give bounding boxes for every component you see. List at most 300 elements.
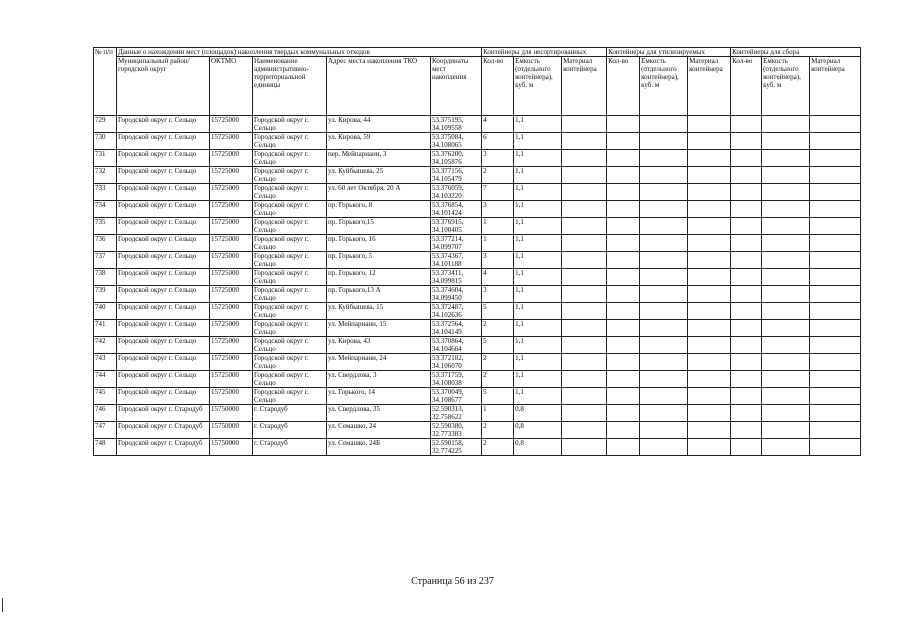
cell-address: ул. Кирова, 44 — [327, 116, 431, 133]
cell-num: 739 — [94, 286, 117, 303]
cell-district: Городской округ г. Сельцо — [117, 303, 210, 320]
cell-empty — [640, 218, 688, 235]
cell-address: ул. 60 лет Октября, 20 А — [327, 184, 431, 201]
cell-unit: Городской округ г. Сельцо — [253, 371, 327, 388]
cell-oktmo: 15725000 — [210, 286, 253, 303]
cell-empty — [640, 201, 688, 218]
cell-num: 741 — [94, 320, 117, 337]
cell-coords: 53.376059, 34.103220 — [431, 184, 482, 201]
cell-empty — [762, 116, 810, 133]
cell-empty — [688, 354, 731, 371]
cell-empty — [562, 150, 607, 167]
cell-district: Городской округ г. Сельцо — [117, 167, 210, 184]
cell-district: Городской округ г. Сельцо — [117, 388, 210, 405]
table-row — [94, 167, 861, 184]
cell-oktmo: 15725000 — [210, 201, 253, 218]
cell-empty — [562, 439, 607, 456]
cell-empty — [688, 150, 731, 167]
cell-empty — [762, 286, 810, 303]
cell-empty — [731, 269, 762, 286]
cell-empty — [607, 371, 640, 388]
cell-address: пер. Мейпариани, 3 — [327, 150, 431, 167]
cell-oktmo: 15725000 — [210, 320, 253, 337]
cell-num: 730 — [94, 133, 117, 150]
cell-num: 743 — [94, 354, 117, 371]
page-number: Страница 56 из 237 — [411, 576, 494, 587]
cell-num: 747 — [94, 422, 117, 439]
cell-capacity: 1,1 — [514, 235, 562, 252]
cell-empty — [762, 150, 810, 167]
cell-empty — [810, 201, 861, 218]
cell-empty — [762, 201, 810, 218]
cell-qty: 1 — [482, 405, 514, 422]
cell-coords: 53.377156, 34.105479 — [431, 167, 482, 184]
header-group-recycle: Контейнеры для утилизируемых — [607, 48, 731, 57]
header-coords: Координаты мест накопления — [431, 57, 482, 116]
table-row — [94, 133, 861, 150]
cell-empty — [810, 286, 861, 303]
cell-empty — [762, 218, 810, 235]
cell-address: ул. Мейпариани, 15 — [327, 320, 431, 337]
cell-capacity: 1,1 — [514, 303, 562, 320]
cell-empty — [607, 218, 640, 235]
cell-empty — [688, 286, 731, 303]
cell-num: 737 — [94, 252, 117, 269]
table-row — [94, 354, 861, 371]
cell-address: ул. Семашко, 24Б — [327, 439, 431, 456]
cell-coords: 53.371759, 34.108038 — [431, 371, 482, 388]
cell-empty — [810, 371, 861, 388]
cell-empty — [731, 422, 762, 439]
cell-capacity: 1,1 — [514, 167, 562, 184]
cell-empty — [640, 252, 688, 269]
cell-empty — [731, 201, 762, 218]
cell-capacity: 0,8 — [514, 405, 562, 422]
cell-unit: Городской округ г. Сельцо — [253, 337, 327, 354]
cell-empty — [562, 201, 607, 218]
cell-empty — [607, 286, 640, 303]
table-row — [94, 405, 861, 422]
cell-empty — [810, 269, 861, 286]
cell-empty — [762, 252, 810, 269]
cell-empty — [562, 235, 607, 252]
cell-oktmo: 15725000 — [210, 354, 253, 371]
cell-empty — [640, 116, 688, 133]
cell-district: Городской округ г. Сельцо — [117, 269, 210, 286]
cell-num: 744 — [94, 371, 117, 388]
cell-coords: 53.373411, 34.099815 — [431, 269, 482, 286]
cell-district: Городской округ г. Сельцо — [117, 337, 210, 354]
table-row — [94, 320, 861, 337]
cell-empty — [562, 252, 607, 269]
scan-edge-mark — [2, 598, 3, 612]
cell-empty — [688, 439, 731, 456]
table-row — [94, 337, 861, 354]
cell-num: 732 — [94, 167, 117, 184]
cell-empty — [688, 405, 731, 422]
cell-empty — [562, 218, 607, 235]
cell-empty — [810, 150, 861, 167]
cell-empty — [810, 337, 861, 354]
cell-empty — [762, 133, 810, 150]
cell-empty — [731, 167, 762, 184]
cell-qty: 3 — [482, 201, 514, 218]
cell-empty — [607, 354, 640, 371]
cell-oktmo: 15725000 — [210, 269, 253, 286]
cell-empty — [640, 371, 688, 388]
cell-empty — [688, 371, 731, 388]
cell-empty — [810, 422, 861, 439]
table-row — [94, 252, 861, 269]
cell-empty — [810, 405, 861, 422]
cell-capacity: 0,8 — [514, 439, 562, 456]
cell-empty — [688, 303, 731, 320]
cell-empty — [688, 388, 731, 405]
cell-capacity: 1,1 — [514, 218, 562, 235]
cell-empty — [762, 354, 810, 371]
cell-empty — [607, 201, 640, 218]
cell-empty — [688, 235, 731, 252]
cell-coords: 53.376200, 34.105876 — [431, 150, 482, 167]
cell-unit: Городской округ г. Сельцо — [253, 286, 327, 303]
cell-empty — [640, 150, 688, 167]
cell-empty — [640, 354, 688, 371]
cell-num: 733 — [94, 184, 117, 201]
cell-address: ул. Свердлова, 35 — [327, 405, 431, 422]
cell-oktmo: 15725000 — [210, 218, 253, 235]
header-capacity-collect: Емкость (отдельного контейнера), куб. м — [762, 57, 810, 116]
cell-empty — [562, 184, 607, 201]
cell-district: Городской округ г. Сельцо — [117, 371, 210, 388]
cell-num: 748 — [94, 439, 117, 456]
cell-num: 736 — [94, 235, 117, 252]
cell-coords: 53.374367, 34.101188 — [431, 252, 482, 269]
cell-unit: Городской округ г. Сельцо — [253, 133, 327, 150]
cell-qty: 2 — [482, 439, 514, 456]
cell-empty — [640, 235, 688, 252]
cell-empty — [810, 133, 861, 150]
cell-coords: 53.370864, 34.104664 — [431, 337, 482, 354]
cell-oktmo: 15725000 — [210, 133, 253, 150]
cell-oktmo: 15725000 — [210, 337, 253, 354]
cell-qty: 3 — [482, 150, 514, 167]
cell-empty — [640, 439, 688, 456]
cell-district: Городской округ г. Стародуб — [117, 405, 210, 422]
cell-empty — [731, 150, 762, 167]
cell-coords: 53.370049, 34.108677 — [431, 388, 482, 405]
cell-coords: 52.590158, 32.774225 — [431, 439, 482, 456]
table-row — [94, 422, 861, 439]
cell-capacity: 1,1 — [514, 116, 562, 133]
cell-empty — [688, 184, 731, 201]
table-row — [94, 371, 861, 388]
cell-empty — [688, 133, 731, 150]
cell-coords: 53.372182, 34.106070 — [431, 354, 482, 371]
header-num: № п/п — [94, 48, 117, 116]
header-row-groups — [94, 48, 861, 57]
cell-empty — [731, 320, 762, 337]
cell-district: Городской округ г. Стародуб — [117, 422, 210, 439]
cell-unit: Городской округ г. Сельцо — [253, 235, 327, 252]
cell-empty — [731, 218, 762, 235]
cell-coords: 53.372564, 34.104149 — [431, 320, 482, 337]
cell-empty — [562, 320, 607, 337]
cell-empty — [640, 388, 688, 405]
cell-district: Городской округ г. Сельцо — [117, 286, 210, 303]
cell-empty — [607, 133, 640, 150]
cell-empty — [562, 116, 607, 133]
cell-address: ул. Мейпариани, 24 — [327, 354, 431, 371]
header-oktmo: ОКТМО — [210, 57, 253, 116]
cell-empty — [562, 388, 607, 405]
cell-empty — [607, 439, 640, 456]
cell-capacity: 1,1 — [514, 337, 562, 354]
table-row — [94, 303, 861, 320]
cell-empty — [731, 354, 762, 371]
cell-oktmo: 15725000 — [210, 388, 253, 405]
cell-capacity: 1,1 — [514, 133, 562, 150]
cell-empty — [762, 422, 810, 439]
cell-oktmo: 15725000 — [210, 150, 253, 167]
cell-unit: Городской округ г. Сельцо — [253, 269, 327, 286]
cell-unit: Городской округ г. Сельцо — [253, 201, 327, 218]
header-unit: Наименование административно-территориальной единицы — [253, 57, 327, 116]
cell-qty: 1 — [482, 218, 514, 235]
cell-district: Городской округ г. Сельцо — [117, 133, 210, 150]
cell-empty — [762, 337, 810, 354]
cell-address: пр. Горького, 8 — [327, 201, 431, 218]
cell-address: ул. Семашко, 24 — [327, 422, 431, 439]
cell-address: ул. Куйбышева, 25 — [327, 167, 431, 184]
cell-qty: 2 — [482, 320, 514, 337]
cell-empty — [562, 269, 607, 286]
header-group-unsorted: Контейнеры для несортированных — [482, 48, 607, 57]
cell-num: 746 — [94, 405, 117, 422]
cell-empty — [562, 303, 607, 320]
cell-qty: 3 — [482, 286, 514, 303]
cell-empty — [640, 133, 688, 150]
cell-empty — [607, 388, 640, 405]
cell-qty: 5 — [482, 303, 514, 320]
cell-district: Городской округ г. Сельцо — [117, 218, 210, 235]
cell-empty — [731, 286, 762, 303]
cell-district: Городской округ г. Сельцо — [117, 235, 210, 252]
cell-empty — [688, 201, 731, 218]
cell-qty: 5 — [482, 388, 514, 405]
cell-empty — [810, 354, 861, 371]
cell-coords: 53.375195, 34.109558 — [431, 116, 482, 133]
cell-unit: Городской округ г. Сельцо — [253, 354, 327, 371]
cell-unit: Городской округ г. Сельцо — [253, 252, 327, 269]
cell-empty — [810, 252, 861, 269]
cell-empty — [640, 422, 688, 439]
table-row — [94, 388, 861, 405]
cell-empty — [731, 184, 762, 201]
cell-empty — [762, 388, 810, 405]
cell-empty — [810, 388, 861, 405]
cell-qty: 4 — [482, 116, 514, 133]
cell-empty — [731, 439, 762, 456]
cell-unit: Городской округ г. Сельцо — [253, 388, 327, 405]
cell-empty — [810, 218, 861, 235]
header-qty-unsorted: Кол-во — [482, 57, 514, 116]
cell-empty — [688, 116, 731, 133]
cell-address: пр. Горького,13 А — [327, 286, 431, 303]
header-capacity-recycle: Емкость (отдельного контейнера), куб. м — [640, 57, 688, 116]
cell-district: Городской округ г. Сельцо — [117, 150, 210, 167]
cell-address: пр. Горького, 12 — [327, 269, 431, 286]
cell-empty — [731, 116, 762, 133]
cell-empty — [562, 337, 607, 354]
cell-empty — [688, 269, 731, 286]
cell-empty — [810, 167, 861, 184]
cell-unit: Городской округ г. Сельцо — [253, 320, 327, 337]
header-qty-recycle: Кол-во — [607, 57, 640, 116]
cell-num: 729 — [94, 116, 117, 133]
cell-empty — [810, 116, 861, 133]
cell-empty — [731, 235, 762, 252]
cell-empty — [640, 320, 688, 337]
cell-address: ул. Кирова, 59 — [327, 133, 431, 150]
cell-empty — [562, 371, 607, 388]
cell-address: пр. Горького,15 — [327, 218, 431, 235]
table-row — [94, 150, 861, 167]
cell-district: Городской округ г. Стародуб — [117, 439, 210, 456]
cell-qty: 4 — [482, 269, 514, 286]
cell-capacity: 1,1 — [514, 286, 562, 303]
cell-unit: Городской округ г. Сельцо — [253, 218, 327, 235]
cell-empty — [762, 167, 810, 184]
cell-coords: 53.374604, 34.099450 — [431, 286, 482, 303]
cell-num: 734 — [94, 201, 117, 218]
header-material-recycle: Материал контейнера — [688, 57, 731, 116]
cell-empty — [562, 422, 607, 439]
cell-oktmo: 15725000 — [210, 184, 253, 201]
table-row — [94, 116, 861, 133]
cell-capacity: 1,1 — [514, 320, 562, 337]
cell-unit: г. Стародуб — [253, 439, 327, 456]
cell-empty — [640, 303, 688, 320]
header-material-collect: Материал контейнера — [810, 57, 861, 116]
cell-capacity: 1,1 — [514, 269, 562, 286]
cell-empty — [640, 269, 688, 286]
cell-empty — [562, 286, 607, 303]
cell-qty: 6 — [482, 133, 514, 150]
cell-empty — [688, 252, 731, 269]
cell-district: Городской округ г. Сельцо — [117, 116, 210, 133]
cell-qty: 7 — [482, 184, 514, 201]
cell-empty — [731, 252, 762, 269]
cell-empty — [731, 133, 762, 150]
cell-empty — [607, 320, 640, 337]
cell-coords: 53.372487, 34.102636 — [431, 303, 482, 320]
header-address: Адрес места накопления ТКО — [327, 57, 431, 116]
table-row — [94, 201, 861, 218]
cell-empty — [607, 235, 640, 252]
cell-oktmo: 15750000 — [210, 439, 253, 456]
cell-empty — [607, 116, 640, 133]
cell-empty — [640, 286, 688, 303]
cell-empty — [762, 320, 810, 337]
cell-empty — [562, 133, 607, 150]
cell-qty: 2 — [482, 422, 514, 439]
cell-qty: 2 — [482, 354, 514, 371]
cell-unit: Городской округ г. Сельцо — [253, 116, 327, 133]
cell-address: ул. Куйбышева, 15 — [327, 303, 431, 320]
cell-empty — [562, 405, 607, 422]
cell-empty — [607, 422, 640, 439]
cell-empty — [607, 167, 640, 184]
cell-district: Городской округ г. Сельцо — [117, 201, 210, 218]
table-row — [94, 286, 861, 303]
cell-empty — [562, 167, 607, 184]
cell-qty: 5 — [482, 337, 514, 354]
cell-empty — [688, 167, 731, 184]
cell-capacity: 1,1 — [514, 371, 562, 388]
cell-empty — [762, 405, 810, 422]
cell-coords: 53.376915, 34.100405 — [431, 218, 482, 235]
cell-capacity: 1,1 — [514, 184, 562, 201]
cell-capacity: 1,1 — [514, 252, 562, 269]
cell-empty — [688, 422, 731, 439]
cell-empty — [640, 337, 688, 354]
cell-empty — [607, 337, 640, 354]
cell-empty — [607, 150, 640, 167]
cell-qty: 2 — [482, 371, 514, 388]
cell-empty — [810, 235, 861, 252]
cell-empty — [688, 320, 731, 337]
cell-oktmo: 15725000 — [210, 371, 253, 388]
cell-empty — [607, 405, 640, 422]
cell-empty — [731, 371, 762, 388]
header-group-collect: Контейнеры для сбора — [731, 48, 861, 57]
cell-empty — [607, 184, 640, 201]
cell-oktmo: 15750000 — [210, 422, 253, 439]
cell-coords: 52.590380, 32.773383 — [431, 422, 482, 439]
cell-coords: 53.375084, 34.108065 — [431, 133, 482, 150]
cell-empty — [762, 371, 810, 388]
cell-qty: 3 — [482, 252, 514, 269]
cell-num: 740 — [94, 303, 117, 320]
header-capacity-unsorted: Емкость (отдельного контейнера), куб. м — [514, 57, 562, 116]
cell-unit: Городской округ г. Сельцо — [253, 303, 327, 320]
cell-num: 735 — [94, 218, 117, 235]
cell-address: ул. Свердлова, 3 — [327, 371, 431, 388]
cell-empty — [810, 320, 861, 337]
cell-empty — [810, 439, 861, 456]
cell-capacity: 1,1 — [514, 201, 562, 218]
cell-empty — [640, 405, 688, 422]
cell-oktmo: 15725000 — [210, 252, 253, 269]
cell-oktmo: 15725000 — [210, 167, 253, 184]
table-row — [94, 218, 861, 235]
cell-empty — [607, 269, 640, 286]
cell-empty — [810, 303, 861, 320]
cell-empty — [640, 167, 688, 184]
registry-table — [93, 47, 861, 456]
cell-unit: Городской округ г. Сельцо — [253, 150, 327, 167]
cell-empty — [762, 439, 810, 456]
cell-coords: 53.376854, 34.101424 — [431, 201, 482, 218]
cell-district: Городской округ г. Сельцо — [117, 184, 210, 201]
cell-qty: 1 — [482, 235, 514, 252]
cell-empty — [731, 405, 762, 422]
cell-address: пр. Горького, 16 — [327, 235, 431, 252]
cell-capacity: 1,1 — [514, 150, 562, 167]
cell-coords: 53.377214, 34.099707 — [431, 235, 482, 252]
table-row — [94, 235, 861, 252]
cell-address: ул. Горького, 14 — [327, 388, 431, 405]
